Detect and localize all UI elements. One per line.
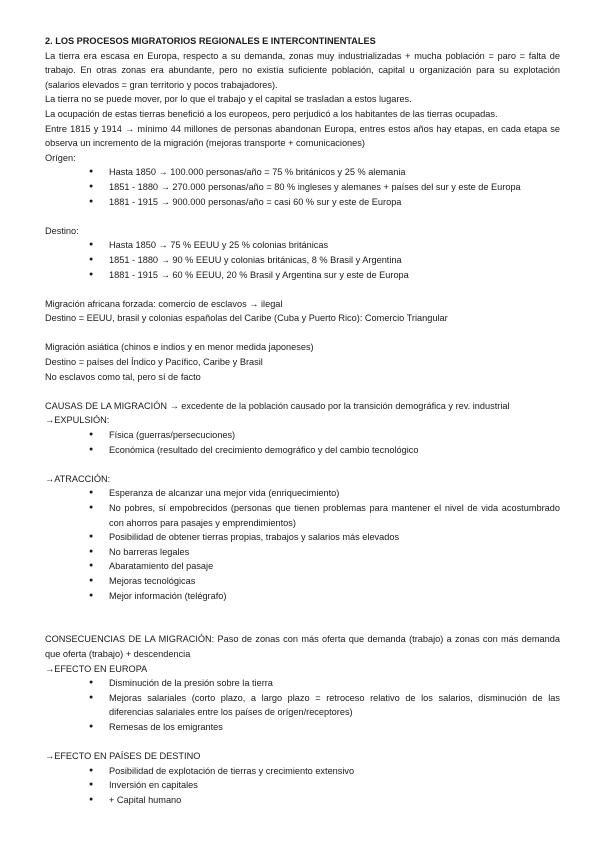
atraccion-list [45,486,560,603]
atraccion-label: →ATRACCIÓN: [45,473,111,484]
expulsion-label: →EXPULSIÓN: [45,415,110,426]
list-item: ● Abaratamiento del pasaje [45,559,560,574]
document-page [45,34,560,807]
list-item: ● Posibilidad de obtener tierras propias, trabajos y salarios más elevados [45,530,560,545]
destino-efecto-list [45,764,560,808]
asiatica-line-2: Destino = países del Índico y Pacífico, Caribe y Brasil [45,357,263,368]
list-item: ● 1881 - 1915 → 60 % EEUU, 20 % Brasil y Argentina sur y este de Europa [45,268,560,283]
list-item: ● + Capital humano [45,793,560,808]
intro-paragraph-4: Entre 1815 y 1914 → mínimo 44 millones de personas abandonan Europa, entres estos años hay etapas, en cada etapa se observa un incremento de la migración (mejoras transporte + comunicaciones) [45,123,560,149]
destino-efecto-label: →EFECTO EN PAÍSES DE DESTINO [45,751,201,762]
origen-list [45,165,560,209]
expulsion-list [45,428,560,457]
list-item: ● 1881 - 1915 → 900.000 personas/año = casi 60 % sur y este de Europa [45,195,560,210]
asiatica-line-1: Migración asiática (chinos e indios y en menor medida japoneses) [45,342,314,353]
destino-label: Destino: [45,225,79,236]
consecuencias-heading: CONSECUENCIAS DE LA MIGRACIÓN: Paso de zonas con más oferta que demanda (trabajo) a zonas con más demanda que oferta (trabajo) + descendencia [45,634,560,659]
origen-label: Orígen: [45,152,76,163]
list-item: ● Inversión en capitales [45,778,560,793]
list-item: ● Esperanza de alcanzar una mejor vida (enriquecimiento) [45,486,560,501]
intro-paragraph-1: La tierra era escasa en Europa, respecto a su demanda, zonas muy industrializadas + mucha población = paro = falta de trabajo. En otras zonas era abundante, pero no existía suficiente población, capital u organización para su explotación (salarios elevados = gran territorio y pocos trabajadores). [45,50,560,90]
list-item: ● Física (guerras/persecuciones) [45,428,560,443]
list-item: ● 1851 - 1880 → 270.000 personas/año = 80 % ingleses y alemanes + países del sur y este de Europa [45,180,560,195]
europa-list [45,676,560,734]
europa-label: →EFECTO EN EUROPA [45,663,148,674]
destino-list [45,238,560,282]
list-item: ● Posibilidad de explotación de tierras y crecimiento extensivo [45,764,560,779]
list-item: ● Mejor información (telégrafo) [45,589,560,604]
asiatica-line-3: No esclavos como tal, pero sí de facto [45,371,201,382]
list-item: ● No pobres, sí empobrecidos (personas que tienen problemas para mantener el nivel de vida acostumbrado con ahorros para pasajes y emprendimientos) [45,501,560,530]
section-title: 2. LOS PROCESOS MIGRATORIOS REGIONALES E INTERCONTINENTALES [45,36,376,46]
list-item: ● Disminución de la presión sobre la tierra [45,676,560,691]
list-item: ● Hasta 1850 → 100.000 personas/año = 75 % británicos y 25 % alemania [45,165,560,180]
intro-paragraph-3: La ocupación de estas tierras benefició a los europeos, pero perjudicó a los habitantes de las tierras ocupadas. [45,108,498,119]
list-item: ● Mejoras tecnológicas [45,574,560,589]
list-item: ● Económica (resultado del crecimiento demográfico y del cambio tecnológico [45,443,560,458]
list-item: ● Mejoras salariales (corto plazo, a largo plazo = retroceso relativo de los salarios, disminución de las diferencias salariales entre los países de orígen/receptores) [45,691,560,720]
list-item: ● 1851 - 1880 → 90 % EEUU y colonias británicas, 8 % Brasil y Argentina [45,253,560,268]
africana-line-2: Destino = EEUU, brasil y colonias españolas del Caribe (Cuba y Puerto Rico): Comercio Triangular [45,313,448,324]
list-item: ● Hasta 1850 → 75 % EEUU y 25 % colonias británicas [45,238,560,253]
list-item: ● Remesas de los emigrantes [45,720,560,735]
causas-heading: CAUSAS DE LA MIGRACIÓN → excedente de la población causado por la transición demográfica y rev. industrial [45,400,510,411]
list-item: ● No barreras legales [45,545,560,560]
africana-line-1: Migración africana forzada: comercio de esclavos → ilegal [45,298,283,309]
intro-paragraph-2: La tierra no se puede mover, por lo que el trabajo y el capital se trasladan a estos lugares. [45,94,412,105]
